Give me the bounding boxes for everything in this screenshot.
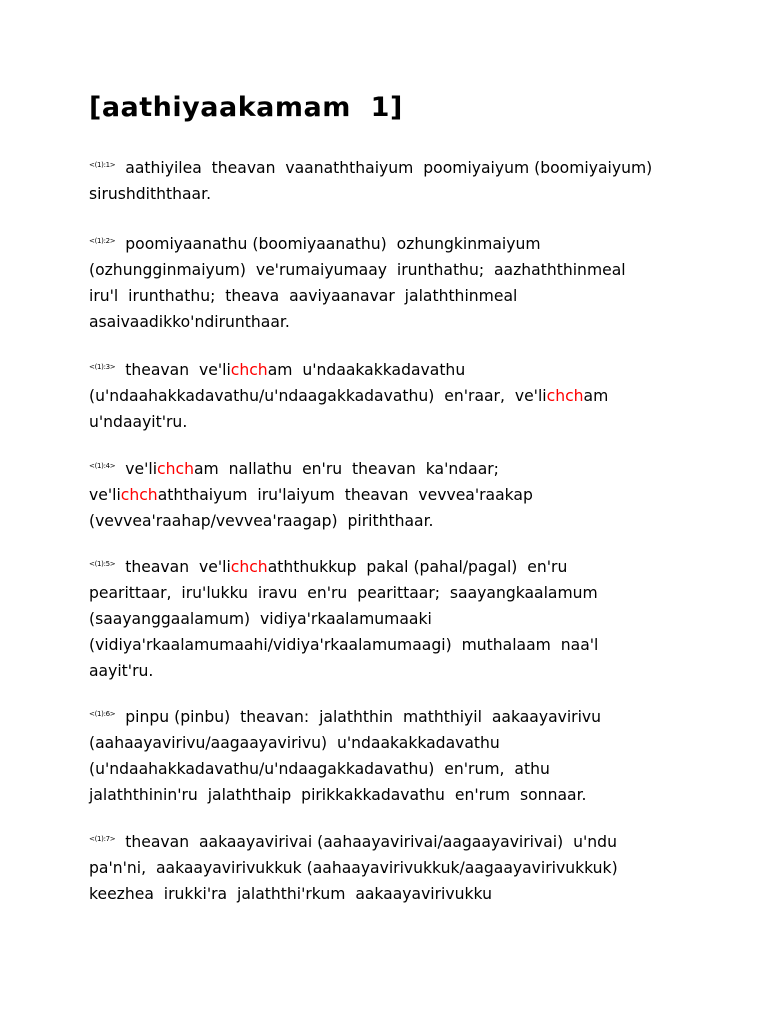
- verse-1: [89, 152, 729, 207]
- verse-text: aathiyilea theavan vaanaththaiyum poomiyaiyum (boomiyaiyum): [115, 159, 653, 177]
- verse-text: theavan ve'li: [115, 361, 231, 379]
- verse-text: aayit'ru.: [89, 662, 154, 680]
- verse-number: <(1):6>: [89, 710, 116, 718]
- verse-text: ve'li: [115, 460, 158, 478]
- verse-text: keezhea irukki'ra jalaththi'rkum aakaayavirivukku: [89, 885, 492, 903]
- verse-text: (vevvea'raahap/vevvea'raagap) piriththaar.: [89, 512, 434, 530]
- highlight-text: chch: [546, 387, 584, 405]
- verse-number: <(1):7>: [89, 835, 116, 843]
- highlight-text: chch: [120, 486, 158, 504]
- verse-text: iru'l irunthathu; theava aaviyaanavar jalaththinmeal: [89, 287, 518, 305]
- verse-text: (vidiya'rkaalamumaahi/vidiya'rkaalamumaagi) muthalaam naa'l: [89, 636, 599, 654]
- verse-text: u'ndaayit'ru.: [89, 413, 188, 431]
- verse-number: <(1):3>: [89, 363, 116, 371]
- chapter-title: [aathiyaakamam 1]: [89, 92, 403, 123]
- verse-text: jalaththinin'ru jalaththaip pirikkakkadavathu en'rum sonnaar.: [89, 786, 587, 804]
- highlight-text: chch: [230, 558, 268, 576]
- highlight-text: chch: [230, 361, 268, 379]
- verse-number: <(1):2>: [89, 237, 116, 245]
- verse-3: [89, 354, 729, 435]
- verse-4: [89, 453, 729, 534]
- verse-2: [89, 228, 729, 335]
- verse-text: aththukkup pakal (pahal/pagal) en'ru: [267, 558, 568, 576]
- verse-text: sirushdiththaar.: [89, 185, 212, 203]
- highlight-text: chch: [157, 460, 194, 478]
- verse-text: am: [583, 387, 609, 405]
- verse-text: pa'n'ni, aakaayavirivukkuk (aahaayavirivukkuk/aagaayavirivukkuk): [89, 859, 618, 877]
- verse-text: (u'ndaahakkadavathu/u'ndaagakkadavathu) en'rum, athu: [89, 760, 550, 778]
- verse-text: am u'ndaakakkadavathu: [267, 361, 466, 379]
- verse-text: pearittaar, iru'lukku iravu en'ru pearittaar; saayangkaalamum: [89, 584, 598, 602]
- verse-number: <(1):5>: [89, 560, 116, 568]
- verse-number: <(1):4>: [89, 462, 116, 470]
- verse-text: asaivaadikko'ndirunthaar.: [89, 313, 290, 331]
- verse-text: theavan ve'li: [115, 558, 231, 576]
- verse-text: am nallathu en'ru theavan ka'ndaar;: [193, 460, 499, 478]
- verse-text: pinpu (pinbu) theavan: jalaththin maththiyil aakaayavirivu: [115, 708, 602, 726]
- verse-text: aththaiyum iru'laiyum theavan vevvea'raakap: [157, 486, 533, 504]
- verse-5: [89, 551, 729, 684]
- verse-text: poomiyaanathu (boomiyaanathu) ozhungkinmaiyum: [115, 235, 541, 253]
- verse-text: (aahaayavirivu/aagaayavirivu) u'ndaakakkadavathu: [89, 734, 500, 752]
- verse-text: theavan aakaayavirivai (aahaayavirivai/aagaayavirivai) u'ndu: [115, 833, 617, 851]
- verse-text: (u'ndaahakkadavathu/u'ndaagakkadavathu) en'raar, ve'li: [89, 387, 547, 405]
- verse-text: (saayanggaalamum) vidiya'rkaalamumaaki: [89, 610, 432, 628]
- verse-7: [89, 826, 729, 907]
- verse-number: <(1):1>: [89, 161, 116, 169]
- verse-6: [89, 701, 729, 808]
- verse-text: (ozhungginmaiyum) ve'rumaiyumaay irunthathu; aazhaththinmeal: [89, 261, 626, 279]
- verse-text: ve'li: [89, 486, 121, 504]
